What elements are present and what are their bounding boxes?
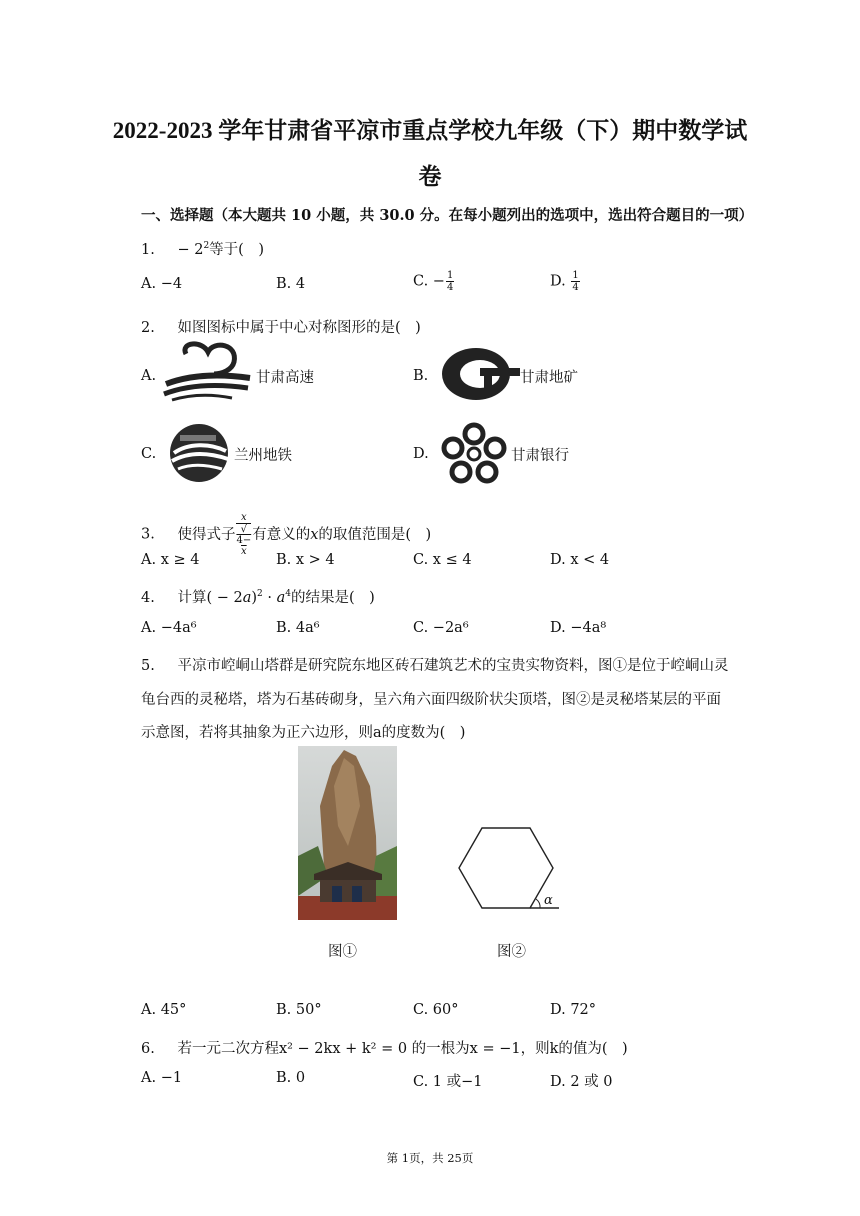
q6-option-c: C. 1 或−1	[413, 1074, 483, 1090]
q6-option-b: B. 0	[276, 1070, 306, 1086]
q2-option-d-letter: D.	[413, 446, 429, 462]
q2-caption-b: 甘肃地矿	[520, 370, 578, 386]
question-number: 1.	[141, 242, 155, 258]
q6-option-a: A. −1	[141, 1070, 183, 1086]
q3-option-c: C. x ≤ 4	[413, 552, 472, 568]
question-5-line1: 5. 平凉市崆峒山塔群是研究院东地区砖石建筑艺术的宝贵实物资料，图①是位于崆峒山灵	[141, 658, 729, 674]
q2-caption-a: 甘肃高速	[256, 370, 314, 386]
figure-2-caption: 图②	[497, 944, 526, 960]
q3-option-d: D. x < 4	[550, 552, 610, 568]
q3-option-a: A. x ≥ 4	[141, 552, 200, 568]
gansu-mining-logo	[440, 346, 520, 402]
question-stem: 如图图标中属于中心对称图形的是( )	[177, 320, 421, 336]
figure-1-caption: 图①	[328, 944, 357, 960]
q4-option-b: B. 4a⁶	[276, 620, 320, 636]
question-number: 5.	[141, 658, 155, 674]
alpha-label: α	[544, 893, 553, 908]
question-stem: 使得式子 x √ 4− x 有意义的x的取值范围是( )	[177, 512, 432, 557]
q2-option-a-letter: A.	[141, 368, 157, 384]
question-3	[141, 512, 431, 557]
page-title-line2: 卷	[418, 164, 442, 189]
section-heading: 一、选择题（本大题共 10 小题，共 30.0 分。在每小题列出的选项中，选出符合题目的一项）	[141, 207, 754, 224]
q1-option-b: B. 4	[276, 276, 306, 292]
q5-option-a: A. 45°	[141, 1002, 187, 1018]
question-number: 3.	[141, 526, 155, 543]
q2-option-c-letter: C.	[141, 446, 157, 462]
question-stem: − $2^2$等于( )	[177, 241, 264, 258]
q4-option-d: D. −4a⁸	[550, 620, 607, 636]
question-5-line2: 龟台西的灵秘塔，塔为石基砖砌身，呈六角六面四级阶状尖顶塔，图②是灵秘塔某层的平面	[141, 692, 721, 708]
page-title-line1: 2022-2023 学年甘肃省平凉市重点学校九年级（下）期中数学试	[112, 118, 748, 143]
question-4	[141, 586, 375, 607]
question-2	[141, 316, 421, 337]
q1-option-c: C. − $\frac{1}{4}$	[413, 270, 454, 293]
question-number: 2.	[141, 320, 155, 336]
question-number: 6.	[141, 1041, 155, 1057]
page-footer: 第 1页，共 25页	[386, 1151, 474, 1165]
q2-caption-c: 兰州地铁	[234, 448, 292, 464]
q6-option-d: D. 2 或 0	[550, 1074, 613, 1090]
lanzhou-metro-logo	[168, 423, 230, 483]
question-stem: 计算( − $2a)^2 \cdot a^4$的结果是( )	[177, 589, 375, 606]
q5-option-d: D. 72°	[550, 1002, 597, 1018]
q1-option-d: D. $\frac{1}{4}$	[550, 270, 579, 293]
q4-option-a: A. −4a⁶	[141, 620, 197, 636]
q3-option-b: B. x > 4	[276, 552, 335, 568]
q5-option-b: B. 50°	[276, 1002, 322, 1018]
gansu-expressway-logo	[162, 340, 254, 402]
question-6	[141, 1037, 628, 1058]
q2-caption-d: 甘肃银行	[511, 448, 569, 464]
q5-option-c: C. 60°	[413, 1002, 459, 1018]
lingmi-pagoda-photo	[298, 746, 397, 920]
question-1	[141, 238, 264, 259]
question-number: 4.	[141, 590, 155, 606]
q2-option-b-letter: B.	[413, 368, 429, 384]
gansu-bank-logo	[441, 422, 507, 486]
q4-option-c: C. −2a⁶	[413, 620, 469, 636]
question-stem: 若一元二次方程x² − 2kx + k² = 0 的一根为x = −1，则k的值为( )	[177, 1041, 628, 1057]
q1-option-a: A. −4	[141, 276, 183, 292]
question-5-line3: 示意图，若将其抽象为正六边形，则a的度数为( )	[141, 725, 466, 741]
